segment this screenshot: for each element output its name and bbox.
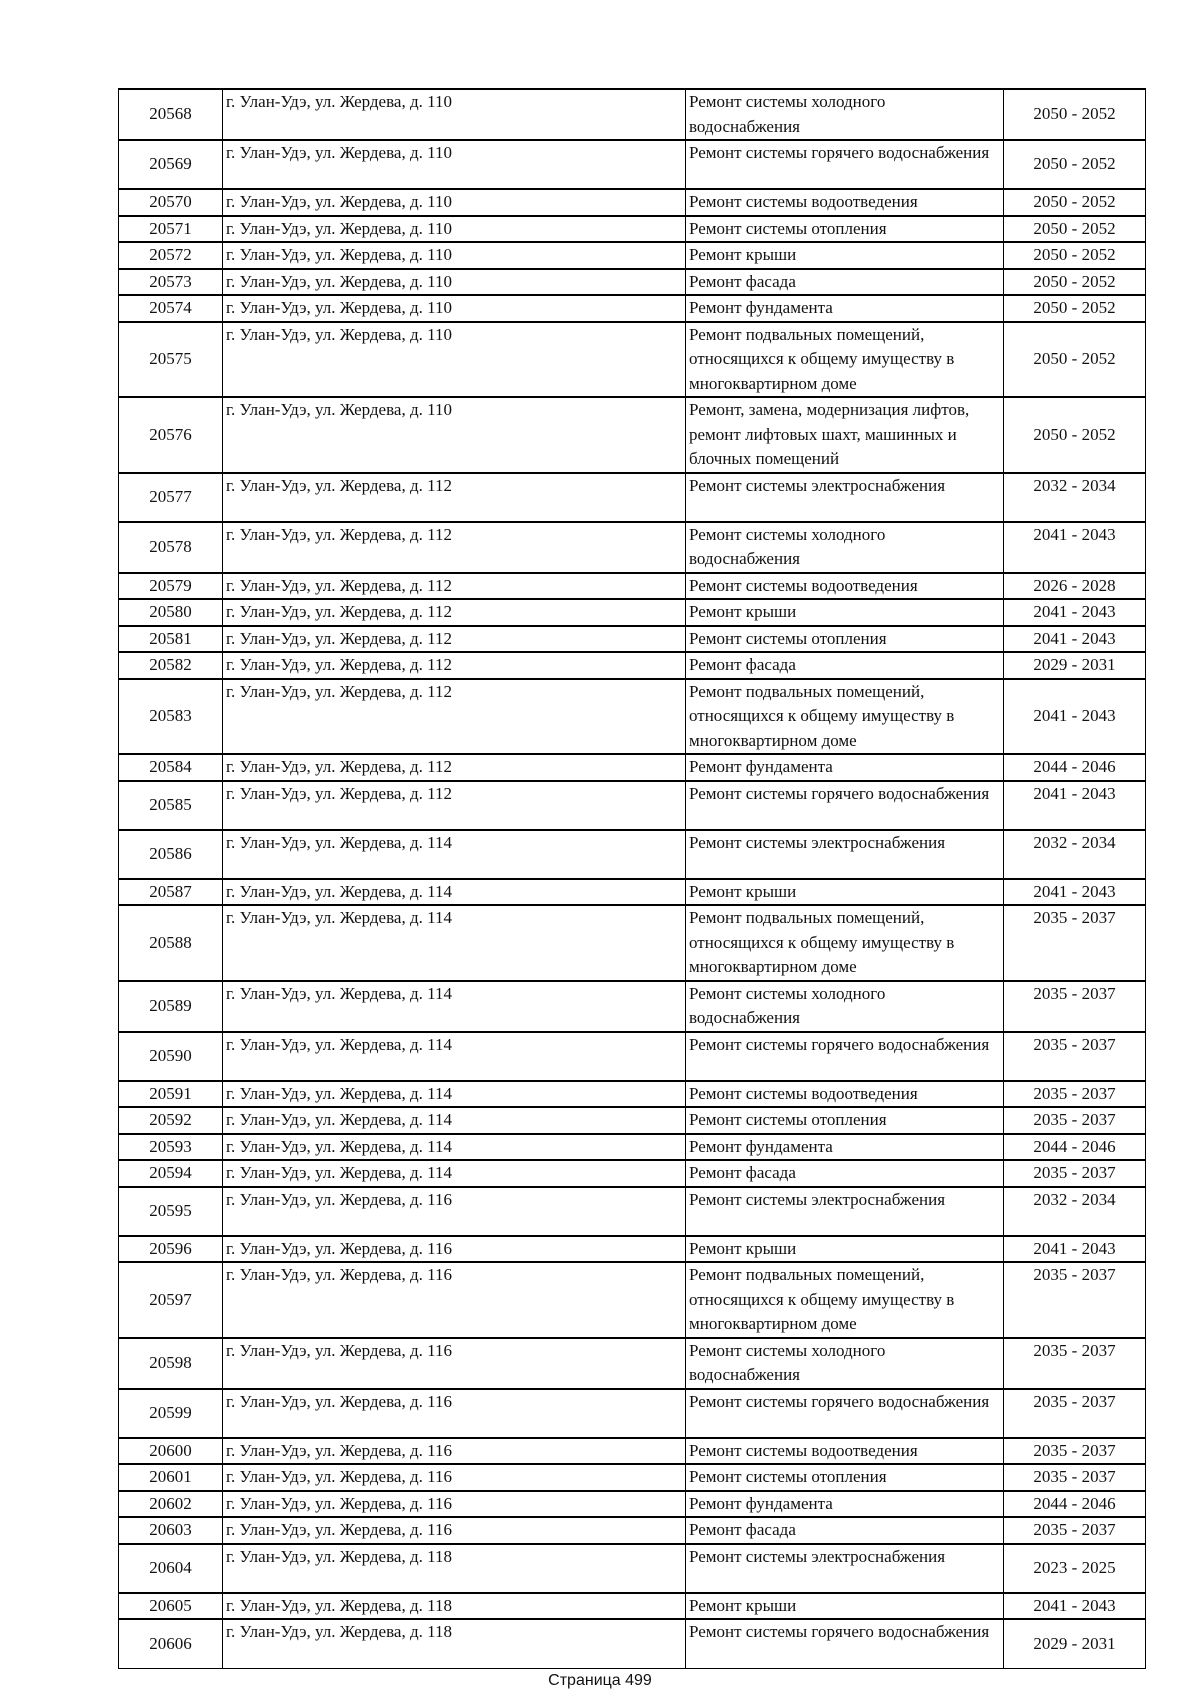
address-cell: г. Улан-Удэ, ул. Жердева, д. 112 — [223, 573, 686, 600]
period-cell: 2035 - 2037 — [1004, 1389, 1146, 1438]
work-type-cell: Ремонт системы горячего водоснабжения — [686, 781, 1004, 830]
work-type-cell: Ремонт фасада — [686, 269, 1004, 296]
address-cell: г. Улан-Удэ, ул. Жердева, д. 114 — [223, 905, 686, 981]
row-number-cell: 20588 — [119, 905, 223, 981]
table-row — [119, 573, 1146, 600]
address-cell: г. Улан-Удэ, ул. Жердева, д. 112 — [223, 754, 686, 781]
address-cell: г. Улан-Удэ, ул. Жердева, д. 110 — [223, 216, 686, 243]
work-type-cell: Ремонт крыши — [686, 599, 1004, 626]
page-number: Страница 499 — [548, 1672, 652, 1689]
row-number-cell: 20599 — [119, 1389, 223, 1438]
row-number-cell: 20589 — [119, 981, 223, 1032]
address-cell: г. Улан-Удэ, ул. Жердева, д. 110 — [223, 189, 686, 216]
period-cell: 2050 - 2052 — [1004, 322, 1146, 398]
period-cell: 2035 - 2037 — [1004, 981, 1146, 1032]
address-cell: г. Улан-Удэ, ул. Жердева, д. 112 — [223, 652, 686, 679]
address-cell: г. Улан-Удэ, ул. Жердева, д. 114 — [223, 830, 686, 879]
period-cell: 2044 - 2046 — [1004, 1491, 1146, 1518]
period-cell: 2041 - 2043 — [1004, 879, 1146, 906]
table-row — [119, 1081, 1146, 1108]
table-row — [119, 652, 1146, 679]
table-row — [119, 830, 1146, 879]
table-row — [119, 522, 1146, 573]
table-row — [119, 1389, 1146, 1438]
row-number-cell: 20575 — [119, 322, 223, 398]
table-row — [119, 216, 1146, 243]
period-cell: 2035 - 2037 — [1004, 1338, 1146, 1389]
period-cell: 2041 - 2043 — [1004, 599, 1146, 626]
work-type-cell: Ремонт подвальных помещений, относящихся к общему имуществу в многоквартирном доме — [686, 679, 1004, 755]
period-cell: 2041 - 2043 — [1004, 1593, 1146, 1620]
address-cell: г. Улан-Удэ, ул. Жердева, д. 116 — [223, 1389, 686, 1438]
row-number-cell: 20591 — [119, 1081, 223, 1108]
address-cell: г. Улан-Удэ, ул. Жердева, д. 110 — [223, 295, 686, 322]
period-cell: 2035 - 2037 — [1004, 1464, 1146, 1491]
period-cell: 2050 - 2052 — [1004, 269, 1146, 296]
address-cell: г. Улан-Удэ, ул. Жердева, д. 110 — [223, 322, 686, 398]
table-row — [119, 1032, 1146, 1081]
work-type-cell: Ремонт системы горячего водоснабжения — [686, 1389, 1004, 1438]
work-type-cell: Ремонт системы водоотведения — [686, 189, 1004, 216]
address-cell: г. Улан-Удэ, ул. Жердева, д. 116 — [223, 1464, 686, 1491]
address-cell: г. Улан-Удэ, ул. Жердева, д. 116 — [223, 1262, 686, 1338]
table-row — [119, 679, 1146, 755]
work-type-cell: Ремонт системы отопления — [686, 216, 1004, 243]
address-cell: г. Улан-Удэ, ул. Жердева, д. 116 — [223, 1517, 686, 1544]
address-cell: г. Улан-Удэ, ул. Жердева, д. 116 — [223, 1236, 686, 1263]
period-cell: 2035 - 2037 — [1004, 905, 1146, 981]
row-number-cell: 20577 — [119, 473, 223, 522]
row-number-cell: 20596 — [119, 1236, 223, 1263]
period-cell: 2041 - 2043 — [1004, 1236, 1146, 1263]
table-row — [119, 1438, 1146, 1465]
address-cell: г. Улан-Удэ, ул. Жердева, д. 116 — [223, 1491, 686, 1518]
address-cell: г. Улан-Удэ, ул. Жердева, д. 112 — [223, 599, 686, 626]
table-row — [119, 1544, 1146, 1593]
period-cell: 2050 - 2052 — [1004, 140, 1146, 189]
work-type-cell: Ремонт подвальных помещений, относящихся к общему имуществу в многоквартирном доме — [686, 1262, 1004, 1338]
period-cell: 2050 - 2052 — [1004, 189, 1146, 216]
row-number-cell: 20580 — [119, 599, 223, 626]
address-cell: г. Улан-Удэ, ул. Жердева, д. 118 — [223, 1544, 686, 1593]
table-row — [119, 754, 1146, 781]
work-type-cell: Ремонт фундамента — [686, 1134, 1004, 1161]
work-type-cell: Ремонт крыши — [686, 879, 1004, 906]
address-cell: г. Улан-Удэ, ул. Жердева, д. 114 — [223, 1160, 686, 1187]
table-row — [119, 1338, 1146, 1389]
row-number-cell: 20600 — [119, 1438, 223, 1465]
table-row — [119, 1619, 1146, 1668]
row-number-cell: 20606 — [119, 1619, 223, 1668]
table-row — [119, 1491, 1146, 1518]
work-type-cell: Ремонт фундамента — [686, 754, 1004, 781]
row-number-cell: 20605 — [119, 1593, 223, 1620]
period-cell: 2026 - 2028 — [1004, 573, 1146, 600]
row-number-cell: 20595 — [119, 1187, 223, 1236]
work-type-cell: Ремонт фасада — [686, 652, 1004, 679]
table-row — [119, 140, 1146, 189]
row-number-cell: 20576 — [119, 397, 223, 473]
period-cell: 2023 - 2025 — [1004, 1544, 1146, 1593]
period-cell: 2044 - 2046 — [1004, 754, 1146, 781]
period-cell: 2050 - 2052 — [1004, 295, 1146, 322]
work-type-cell: Ремонт подвальных помещений, относящихся к общему имуществу в многоквартирном доме — [686, 905, 1004, 981]
work-type-cell: Ремонт системы электроснабжения — [686, 473, 1004, 522]
table-row — [119, 1134, 1146, 1161]
table-row — [119, 473, 1146, 522]
table-row — [119, 1160, 1146, 1187]
row-number-cell: 20584 — [119, 754, 223, 781]
table-row — [119, 1107, 1146, 1134]
row-number-cell: 20592 — [119, 1107, 223, 1134]
address-cell: г. Улан-Удэ, ул. Жердева, д. 112 — [223, 781, 686, 830]
row-number-cell: 20572 — [119, 242, 223, 269]
row-number-cell: 20598 — [119, 1338, 223, 1389]
row-number-cell: 20603 — [119, 1517, 223, 1544]
work-type-cell: Ремонт подвальных помещений, относящихся к общему имуществу в многоквартирном доме — [686, 322, 1004, 398]
table-row — [119, 781, 1146, 830]
table-row — [119, 295, 1146, 322]
work-type-cell: Ремонт фундамента — [686, 295, 1004, 322]
address-cell: г. Улан-Удэ, ул. Жердева, д. 112 — [223, 626, 686, 653]
table-row — [119, 242, 1146, 269]
row-number-cell: 20593 — [119, 1134, 223, 1161]
work-type-cell: Ремонт системы горячего водоснабжения — [686, 1032, 1004, 1081]
address-cell: г. Улан-Удэ, ул. Жердева, д. 118 — [223, 1619, 686, 1668]
period-cell: 2032 - 2034 — [1004, 473, 1146, 522]
row-number-cell: 20579 — [119, 573, 223, 600]
work-type-cell: Ремонт системы холодного водоснабжения — [686, 1338, 1004, 1389]
work-type-cell: Ремонт системы электроснабжения — [686, 830, 1004, 879]
table-row — [119, 397, 1146, 473]
work-type-cell: Ремонт крыши — [686, 1236, 1004, 1263]
address-cell: г. Улан-Удэ, ул. Жердева, д. 118 — [223, 1593, 686, 1620]
period-cell: 2029 - 2031 — [1004, 1619, 1146, 1668]
table-row — [119, 1236, 1146, 1263]
address-cell: г. Улан-Удэ, ул. Жердева, д. 116 — [223, 1187, 686, 1236]
address-cell: г. Улан-Удэ, ул. Жердева, д. 116 — [223, 1438, 686, 1465]
row-number-cell: 20586 — [119, 830, 223, 879]
address-cell: г. Улан-Удэ, ул. Жердева, д. 110 — [223, 242, 686, 269]
work-type-cell: Ремонт системы водоотведения — [686, 573, 1004, 600]
table-row — [119, 1593, 1146, 1620]
row-number-cell: 20571 — [119, 216, 223, 243]
period-cell: 2035 - 2037 — [1004, 1517, 1146, 1544]
work-type-cell: Ремонт системы горячего водоснабжения — [686, 140, 1004, 189]
table-row — [119, 626, 1146, 653]
row-number-cell: 20574 — [119, 295, 223, 322]
table-row — [119, 189, 1146, 216]
work-type-cell: Ремонт крыши — [686, 1593, 1004, 1620]
period-cell: 2041 - 2043 — [1004, 522, 1146, 573]
work-type-cell: Ремонт системы электроснабжения — [686, 1187, 1004, 1236]
period-cell: 2050 - 2052 — [1004, 216, 1146, 243]
address-cell: г. Улан-Удэ, ул. Жердева, д. 114 — [223, 1032, 686, 1081]
table-row — [119, 1464, 1146, 1491]
work-type-cell: Ремонт фундамента — [686, 1491, 1004, 1518]
repair-schedule-table — [118, 88, 1146, 1669]
work-type-cell: Ремонт системы электроснабжения — [686, 1544, 1004, 1593]
address-cell: г. Улан-Удэ, ул. Жердева, д. 110 — [223, 89, 686, 140]
row-number-cell: 20601 — [119, 1464, 223, 1491]
period-cell: 2041 - 2043 — [1004, 626, 1146, 653]
work-type-cell: Ремонт системы водоотведения — [686, 1081, 1004, 1108]
period-cell: 2035 - 2037 — [1004, 1160, 1146, 1187]
row-number-cell: 20568 — [119, 89, 223, 140]
row-number-cell: 20590 — [119, 1032, 223, 1081]
table-row — [119, 905, 1146, 981]
table-row — [119, 322, 1146, 398]
row-number-cell: 20585 — [119, 781, 223, 830]
row-number-cell: 20569 — [119, 140, 223, 189]
period-cell: 2035 - 2037 — [1004, 1438, 1146, 1465]
address-cell: г. Улан-Удэ, ул. Жердева, д. 114 — [223, 879, 686, 906]
address-cell: г. Улан-Удэ, ул. Жердева, д. 112 — [223, 522, 686, 573]
work-type-cell: Ремонт фасада — [686, 1517, 1004, 1544]
work-type-cell: Ремонт системы горячего водоснабжения — [686, 1619, 1004, 1668]
row-number-cell: 20570 — [119, 189, 223, 216]
period-cell: 2041 - 2043 — [1004, 781, 1146, 830]
address-cell: г. Улан-Удэ, ул. Жердева, д. 114 — [223, 1134, 686, 1161]
work-type-cell: Ремонт, замена, модернизация лифтов, ремонт лифтовых шахт, машинных и блочных помещений — [686, 397, 1004, 473]
period-cell: 2029 - 2031 — [1004, 652, 1146, 679]
row-number-cell: 20582 — [119, 652, 223, 679]
period-cell: 2050 - 2052 — [1004, 89, 1146, 140]
period-cell: 2050 - 2052 — [1004, 397, 1146, 473]
table-row — [119, 879, 1146, 906]
work-type-cell: Ремонт системы отопления — [686, 1464, 1004, 1491]
row-number-cell: 20583 — [119, 679, 223, 755]
period-cell: 2035 - 2037 — [1004, 1081, 1146, 1108]
period-cell: 2044 - 2046 — [1004, 1134, 1146, 1161]
row-number-cell: 20578 — [119, 522, 223, 573]
period-cell: 2032 - 2034 — [1004, 1187, 1146, 1236]
work-type-cell: Ремонт системы отопления — [686, 626, 1004, 653]
address-cell: г. Улан-Удэ, ул. Жердева, д. 110 — [223, 140, 686, 189]
address-cell: г. Улан-Удэ, ул. Жердева, д. 114 — [223, 981, 686, 1032]
period-cell: 2035 - 2037 — [1004, 1107, 1146, 1134]
row-number-cell: 20597 — [119, 1262, 223, 1338]
table-row — [119, 599, 1146, 626]
table-row — [119, 1517, 1146, 1544]
row-number-cell: 20602 — [119, 1491, 223, 1518]
row-number-cell: 20581 — [119, 626, 223, 653]
table-row — [119, 89, 1146, 140]
period-cell: 2035 - 2037 — [1004, 1032, 1146, 1081]
table-body — [119, 89, 1146, 1668]
table-row — [119, 269, 1146, 296]
period-cell: 2041 - 2043 — [1004, 679, 1146, 755]
address-cell: г. Улан-Удэ, ул. Жердева, д. 114 — [223, 1081, 686, 1108]
address-cell: г. Улан-Удэ, ул. Жердева, д. 110 — [223, 269, 686, 296]
row-number-cell: 20604 — [119, 1544, 223, 1593]
work-type-cell: Ремонт системы отопления — [686, 1107, 1004, 1134]
table-row — [119, 1187, 1146, 1236]
address-cell: г. Улан-Удэ, ул. Жердева, д. 112 — [223, 679, 686, 755]
address-cell: г. Улан-Удэ, ул. Жердева, д. 114 — [223, 1107, 686, 1134]
work-type-cell: Ремонт системы холодного водоснабжения — [686, 89, 1004, 140]
work-type-cell: Ремонт системы холодного водоснабжения — [686, 522, 1004, 573]
table-row — [119, 981, 1146, 1032]
work-type-cell: Ремонт крыши — [686, 242, 1004, 269]
address-cell: г. Улан-Удэ, ул. Жердева, д. 112 — [223, 473, 686, 522]
row-number-cell: 20573 — [119, 269, 223, 296]
work-type-cell: Ремонт фасада — [686, 1160, 1004, 1187]
work-type-cell: Ремонт системы холодного водоснабжения — [686, 981, 1004, 1032]
row-number-cell: 20594 — [119, 1160, 223, 1187]
period-cell: 2032 - 2034 — [1004, 830, 1146, 879]
period-cell: 2050 - 2052 — [1004, 242, 1146, 269]
row-number-cell: 20587 — [119, 879, 223, 906]
address-cell: г. Улан-Удэ, ул. Жердева, д. 116 — [223, 1338, 686, 1389]
period-cell: 2035 - 2037 — [1004, 1262, 1146, 1338]
address-cell: г. Улан-Удэ, ул. Жердева, д. 110 — [223, 397, 686, 473]
work-type-cell: Ремонт системы водоотведения — [686, 1438, 1004, 1465]
table-row — [119, 1262, 1146, 1338]
